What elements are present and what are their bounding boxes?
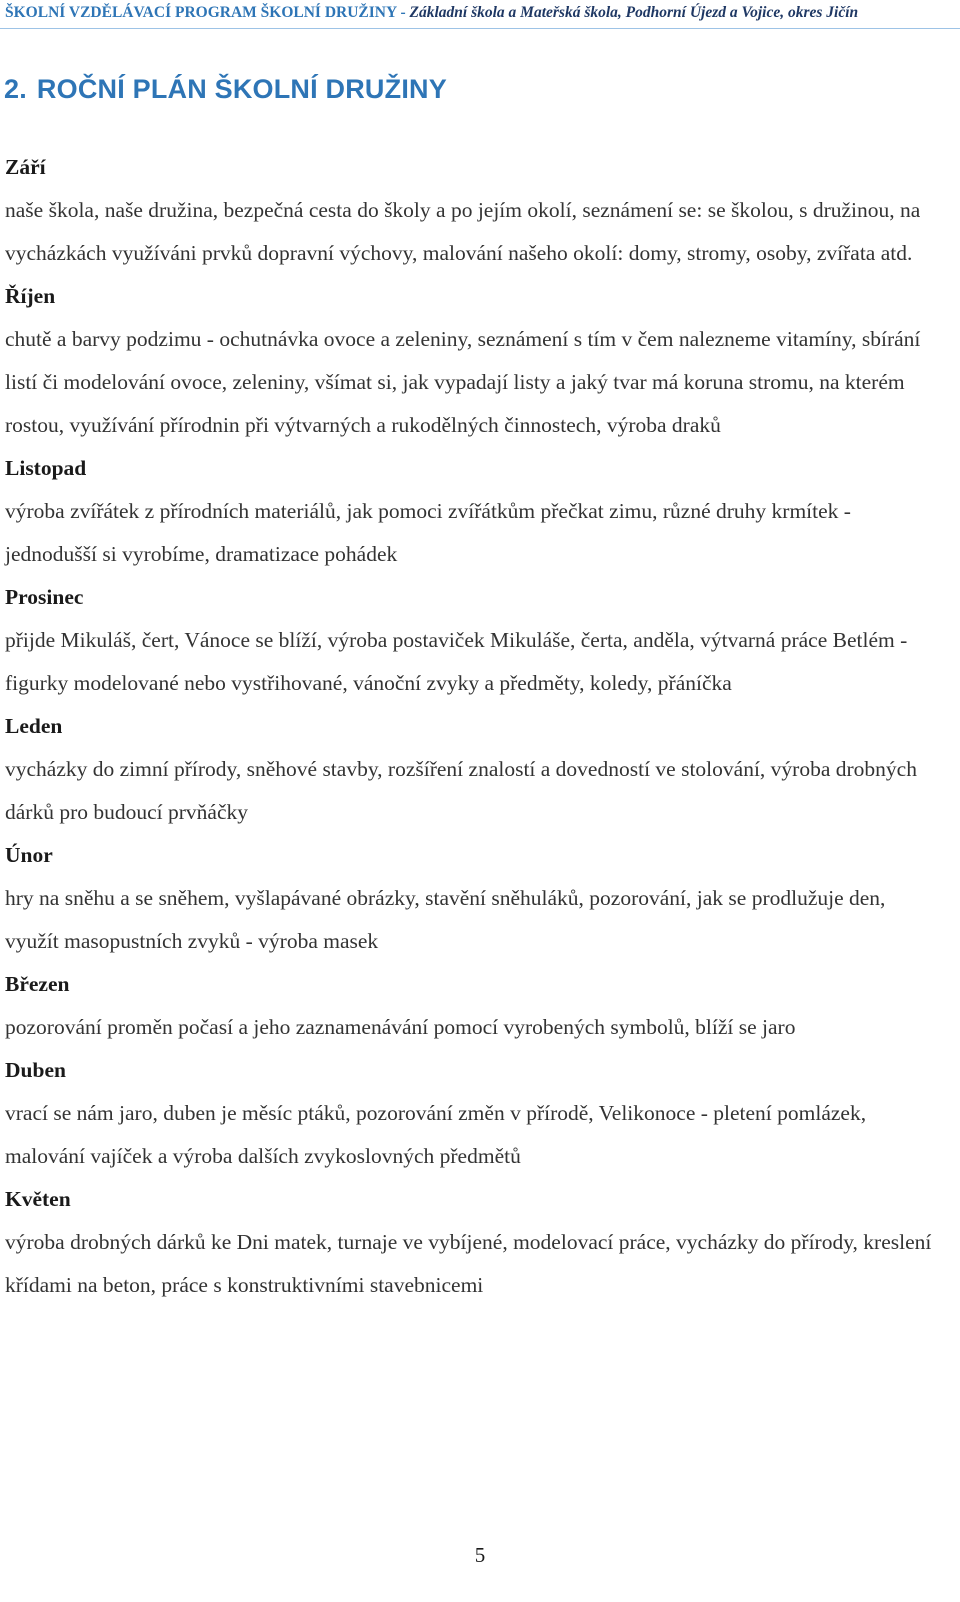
page-number: 5 <box>474 1543 486 1567</box>
chapter-number: 2. <box>4 74 27 104</box>
month-text-rijen: chutě a barvy podzimu - ochutnávka ovoce a zeleniny, seznámení s tím v čem nalezneme vitamíny, sbírání listí či modelování ovoce, zeleniny, všímat si, jak vypadají listy a jaký tvar má koruna stromu, na kterém rostou, využívání přírodnin při výtvarných a rukodělných činnostech, výroba draků <box>5 327 921 437</box>
month-heading-kveten: Květen <box>5 1187 71 1211</box>
month-heading-listopad: Listopad <box>5 456 87 480</box>
month-heading-zari: Září <box>5 155 46 179</box>
chapter-title-text: ROČNÍ PLÁN ŠKOLNÍ DRUŽINY <box>36 74 447 104</box>
month-text-duben: vrací se nám jaro, duben je měsíc ptáků, pozorování změn v přírodě, Velikonoce - pletení pomlázek, malování vajíček a výroba dalších zvykoslovných předmětů <box>5 1101 867 1168</box>
header-school-name: Základní škola a Mateřská škola, Podhorní Újezd a Vojice, okres Jičín <box>409 4 859 21</box>
month-heading-leden: Leden <box>5 714 63 738</box>
month-heading-brezen: Březen <box>5 972 70 996</box>
month-text-zari: naše škola, naše družina, bezpečná cesta do školy a po jejím okolí, seznámení se: se školou, s družinou, na vycházkách využíváni prvků dopravní výchovy, malování našeho okolí: domy, stromy, osoby, zvířata atd. <box>5 198 921 265</box>
month-heading-prosinec: Prosinec <box>5 585 84 609</box>
running-header <box>5 3 858 23</box>
monthly-plan <box>5 146 940 1307</box>
chapter-title <box>4 74 447 105</box>
header-divider <box>0 28 960 29</box>
month-text-unor: hry na sněhu a se sněhem, vyšlapávané obrázky, stavění sněhuláků, pozorování, jak se prodlužuje den, využít masopustních zvyků - výroba masek <box>5 886 886 953</box>
month-text-leden: vycházky do zimní přírody, sněhové stavby, rozšíření znalostí a dovedností ve stolování, výroba drobných dárků pro budoucí prvňáčky <box>5 757 917 824</box>
month-text-prosinec: přijde Mikuláš, čert, Vánoce se blíží, výroba postaviček Mikuláše, čerta, anděla, výtvarná práce Betlém - figurky modelované nebo vystřihované, vánoční zvyky a předměty, koledy, přáníčka <box>5 628 908 695</box>
month-text-brezen: pozorování proměn počasí a jeho zaznamenávání pomocí vyrobených symbolů, blíží se jaro <box>5 1015 796 1039</box>
month-heading-rijen: Říjen <box>5 284 56 308</box>
month-text-listopad: výroba zvířátek z přírodních materiálů, jak pomoci zvířátkům přečkat zimu, různé druhy krmítek - jednodušší si vyrobíme, dramatizace pohádek <box>5 499 851 566</box>
month-heading-duben: Duben <box>5 1058 66 1082</box>
header-program-name: ŠKOLNÍ VZDĚLÁVACÍ PROGRAM ŠKOLNÍ DRUŽINY - <box>5 4 406 21</box>
month-text-kveten: výroba drobných dárků ke Dni matek, turnaje ve vybíjené, modelovací práce, vycházky do přírody, kreslení křídami na beton, práce s konstruktivními stavebnicemi <box>5 1230 932 1297</box>
month-heading-unor: Únor <box>5 843 53 867</box>
